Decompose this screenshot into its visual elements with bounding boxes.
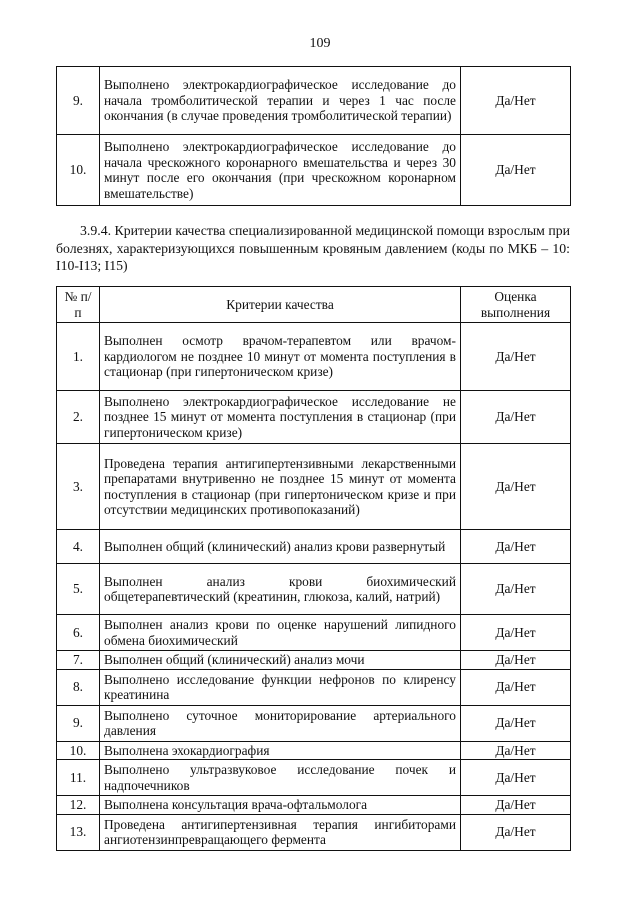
row-number: 11. — [57, 760, 100, 796]
result-value: Да/Нет — [461, 760, 571, 796]
criterion-text: Проведена терапия антигипертензивными лекарственными препаратами внутривенно не позднее 15 минут от момента поступления в стационар (при гипертоническом кризе и при отсутствии медицинских противопоказаний) — [100, 444, 461, 530]
row-number: 13. — [57, 814, 100, 850]
result-value: Да/Нет — [461, 651, 571, 670]
result-value: Да/Нет — [461, 444, 571, 530]
criterion-text: Выполнен анализ крови по оценке нарушений липидного обмена биохимический — [100, 615, 461, 651]
table-row — [57, 323, 571, 391]
criterion-text: Проведена антигипертензивная терапия ингибиторами ангиотензинпревращающего фермента — [100, 814, 461, 850]
result-value: Да/Нет — [461, 391, 571, 444]
table-header-row — [57, 287, 571, 323]
table-row — [57, 530, 571, 564]
table-row — [57, 796, 571, 815]
row-number: 7. — [57, 651, 100, 670]
table-row — [57, 760, 571, 796]
row-number: 5. — [57, 564, 100, 615]
table-row — [57, 135, 571, 206]
row-number: 4. — [57, 530, 100, 564]
row-number: 9. — [57, 705, 100, 741]
criterion-text: Выполнена консультация врача-офтальмолога — [100, 796, 461, 815]
table-row — [57, 741, 571, 760]
criteria-table-continued — [56, 66, 571, 206]
quality-criteria-table — [56, 286, 571, 851]
table-row — [57, 705, 571, 741]
criterion-text: Выполнено электрокардиографическое исследование до начала тромболитической терапии и через 1 час после окончания (в случае проведения тромболитической терапии) — [100, 67, 461, 135]
row-number: 12. — [57, 796, 100, 815]
result-value: Да/Нет — [461, 705, 571, 741]
section-heading: 3.9.4. Критерии качества специализированной медицинской помощи взрослым при болезнях, характеризующихся повышенным кровяным давлением (коды по МКБ – 10: I10-I13; I15) — [56, 223, 570, 273]
criterion-text: Выполнен анализ крови биохимический общетерапевтический (креатинин, глюкоза, калий, натрий) — [100, 564, 461, 615]
table-row — [57, 615, 571, 651]
row-number: 8. — [57, 669, 100, 705]
criterion-text: Выполнено ультразвуковое исследование почек и надпочечников — [100, 760, 461, 796]
table-row — [57, 391, 571, 444]
criterion-text: Выполнен общий (клинический) анализ крови развернутый — [100, 530, 461, 564]
criterion-text: Выполнено исследование функции нефронов по клиренсу креатинина — [100, 669, 461, 705]
table-row — [57, 651, 571, 670]
result-value: Да/Нет — [461, 530, 571, 564]
row-number: 3. — [57, 444, 100, 530]
criterion-text: Выполнен общий (клинический) анализ мочи — [100, 651, 461, 670]
page-number: 109 — [309, 36, 331, 51]
row-number: 6. — [57, 615, 100, 651]
row-number: 1. — [57, 323, 100, 391]
result-value: Да/Нет — [461, 67, 571, 135]
row-number: 9. — [57, 67, 100, 135]
row-number: 10. — [57, 741, 100, 760]
header-number: № п/п — [57, 287, 100, 323]
row-number: 10. — [57, 135, 100, 206]
table-row — [57, 67, 571, 135]
result-value: Да/Нет — [461, 615, 571, 651]
criterion-text: Выполнено электрокардиографическое исследование до начала чрескожного коронарного вмешательства и через 30 минут после его окончания (при чрескожном коронарном вмешательстве) — [100, 135, 461, 206]
criterion-text: Выполнено электрокардиографическое исследование не позднее 15 минут от момента поступления в стационар (при гипертоническом кризе) — [100, 391, 461, 444]
header-result: Оценка выполнения — [461, 287, 571, 323]
criterion-text: Выполнено суточное мониторирование артериального давления — [100, 705, 461, 741]
row-number: 2. — [57, 391, 100, 444]
result-value: Да/Нет — [461, 814, 571, 850]
header-criterion: Критерии качества — [100, 287, 461, 323]
criterion-text: Выполнен осмотр врачом-терапевтом или врачом-кардиологом не позднее 10 минут от момента поступления в стационар (при гипертоническом кризе) — [100, 323, 461, 391]
result-value: Да/Нет — [461, 669, 571, 705]
table-row — [57, 444, 571, 530]
table-row — [57, 669, 571, 705]
result-value: Да/Нет — [461, 564, 571, 615]
result-value: Да/Нет — [461, 135, 571, 206]
table-row — [57, 564, 571, 615]
result-value: Да/Нет — [461, 796, 571, 815]
result-value: Да/Нет — [461, 741, 571, 760]
criterion-text: Выполнена эхокардиография — [100, 741, 461, 760]
table-row — [57, 814, 571, 850]
result-value: Да/Нет — [461, 323, 571, 391]
